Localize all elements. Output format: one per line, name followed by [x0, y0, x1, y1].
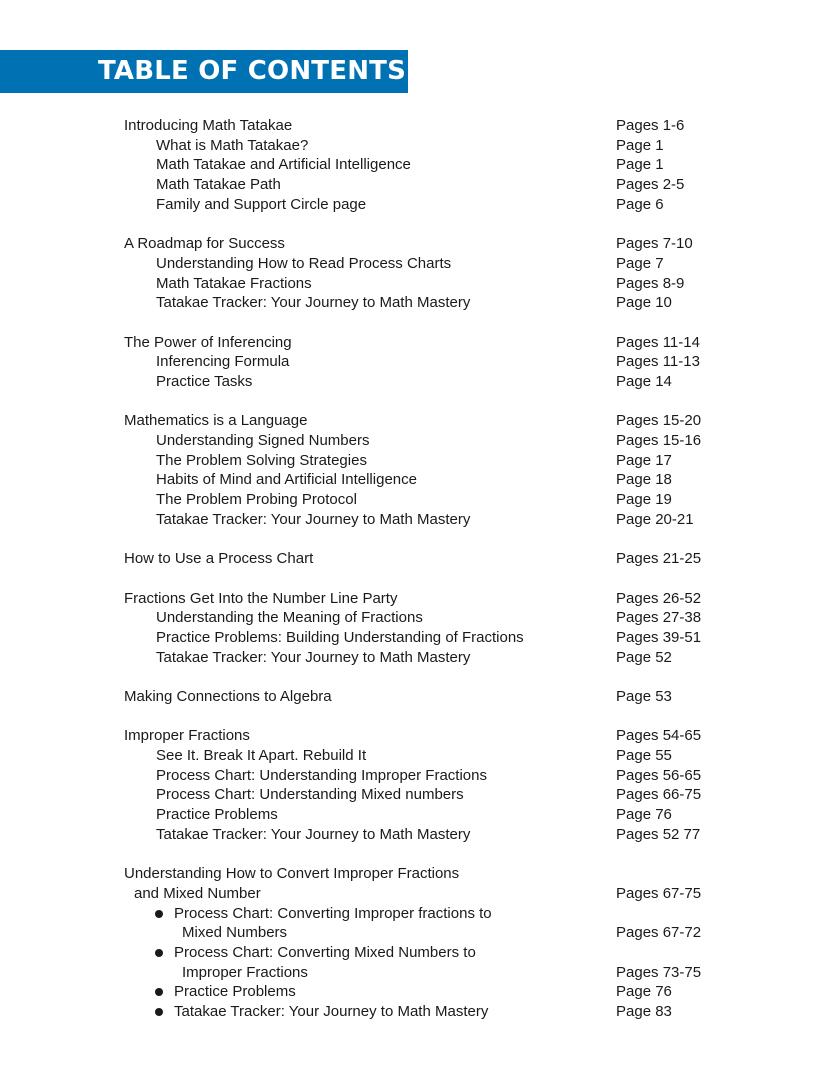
toc-page-ref: Pages 8-9 [616, 274, 685, 292]
toc-sub-entry [0, 451, 835, 471]
toc-page-ref: Pages 67-75 [616, 884, 702, 902]
toc-page-ref: Pages 67-72 [616, 924, 702, 942]
toc-sub-entry [0, 1002, 835, 1022]
toc-section-entry [0, 333, 835, 353]
toc-entry-title: Practice Problems: Building Understanding of Fractions [156, 628, 524, 646]
toc-sub-entry [0, 274, 835, 294]
toc-page-ref: Page 20-21 [616, 510, 694, 528]
toc-entry-title: Practice Tasks [156, 372, 253, 390]
toc-page-ref: Page 1 [616, 136, 664, 154]
toc-page-ref: Page 19 [616, 491, 672, 509]
toc-section-entry [0, 549, 835, 569]
toc-sub-entry [0, 943, 835, 963]
section-spacer [0, 529, 835, 549]
toc-entry-title: Family and Support Circle page [156, 195, 367, 213]
toc-page-ref: Page 55 [616, 747, 672, 764]
toc-entry-title: Process Chart: Understanding Improper Fractions [156, 766, 487, 784]
toc-sub-entry [0, 785, 835, 805]
toc-page-ref: Pages 1-6 [616, 117, 685, 134]
toc-page-ref: Page 17 [616, 451, 672, 469]
toc-entry-title: Tatakae Tracker: Your Journey to Math Mastery [156, 648, 471, 666]
section-spacer [0, 667, 835, 687]
toc-entry-title: Math Tatakae Path [156, 176, 281, 194]
toc-entry-title: Introducing Math Tatakae [124, 117, 293, 134]
toc-entry-title: Process Chart: Understanding Mixed numbers [156, 786, 464, 804]
section-spacer [0, 313, 835, 333]
toc-section-entry [0, 234, 835, 254]
toc-entry-title: The Problem Probing Protocol [156, 491, 357, 509]
bullet-icon [155, 988, 163, 996]
toc-entry-title: Process Chart: Converting Mixed Numbers to [174, 943, 476, 961]
section-spacer [0, 707, 835, 727]
toc-sub-entry [0, 628, 835, 648]
toc-page-ref: Pages 15-16 [616, 432, 702, 449]
bullet-icon [155, 949, 163, 957]
toc-section-entry [0, 589, 835, 609]
toc-entry-title: Math Tatakae Fractions [156, 274, 312, 292]
toc-page-ref: Pages 11-13 [616, 353, 700, 371]
bullet-icon [155, 910, 163, 918]
toc-entry-title: Mixed Numbers [182, 924, 288, 942]
section-spacer [0, 569, 835, 589]
section-spacer [0, 214, 835, 234]
toc-entry-title: Understanding How to Read Process Charts [156, 254, 452, 272]
toc-section-entry [0, 687, 835, 707]
toc-entry-title: Improper Fractions [182, 963, 308, 981]
toc-entry-title: Tatakae Tracker: Your Journey to Math Mastery [174, 1002, 489, 1020]
toc-entry-title: Habits of Mind and Artificial Intelligence [156, 471, 417, 489]
toc-page-ref: Pages 21-25 [616, 550, 702, 568]
toc-page-ref: Page 1 [616, 156, 664, 174]
toc-sub-entry [0, 195, 835, 215]
table-of-contents [0, 116, 835, 1022]
toc-sub-entry [0, 431, 835, 451]
toc-sub-entry [0, 254, 835, 274]
toc-entry-title: Fractions Get Into the Number Line Party [124, 589, 398, 607]
toc-page-ref: Page 76 [616, 806, 672, 824]
toc-section-entry [0, 726, 835, 746]
toc-page-ref: Pages 15-20 [616, 412, 702, 430]
toc-sub-entry [0, 136, 835, 156]
toc-entry-title: How to Use a Process Chart [124, 550, 314, 568]
toc-entry-title: Tatakae Tracker: Your Journey to Math Mastery [156, 510, 471, 528]
toc-entry-title: Improper Fractions [124, 727, 250, 745]
page-title: TABLE OF CONTENTS [98, 56, 407, 86]
toc-sub-entry [0, 175, 835, 195]
toc-sub-entry [0, 372, 835, 392]
toc-section-entry [0, 116, 835, 136]
toc-sub-entry [0, 904, 835, 924]
toc-sub-entry [0, 963, 835, 983]
toc-page-ref: Page 6 [616, 195, 664, 213]
toc-entry-title: Practice Problems [156, 806, 278, 824]
toc-sub-entry [0, 293, 835, 313]
toc-page-ref: Pages 7-10 [616, 235, 693, 253]
toc-sub-entry [0, 825, 835, 845]
toc-entry-title: The Problem Solving Strategies [156, 451, 367, 469]
toc-page-ref: Pages 54-65 [616, 727, 702, 745]
toc-page-ref: Pages 56-65 [616, 766, 702, 784]
toc-entry-title: Understanding Signed Numbers [156, 432, 370, 449]
toc-sub-entry [0, 982, 835, 1002]
toc-entry-title: See It. Break It Apart. Rebuild It [156, 747, 367, 764]
toc-page-ref: Pages 2-5 [616, 176, 685, 194]
toc-sub-entry [0, 923, 835, 943]
toc-page-ref: Page 76 [616, 983, 672, 1001]
toc-entry-title: A Roadmap for Success [124, 235, 285, 253]
toc-page-ref: Pages 26-52 [616, 589, 702, 607]
toc-page-ref: Page 10 [616, 294, 672, 312]
toc-entry-title: The Power of Inferencing [124, 333, 292, 351]
toc-entry-title: Mathematics is a Language [124, 412, 308, 430]
toc-entry-title: Understanding How to Convert Improper Fractions [124, 865, 460, 883]
toc-sub-entry [0, 352, 835, 372]
toc-page-ref: Pages 27-38 [616, 609, 702, 627]
toc-sub-entry [0, 510, 835, 530]
toc-section-entry [0, 411, 835, 431]
toc-page-ref: Page 14 [616, 372, 672, 390]
toc-sub-entry [0, 648, 835, 668]
toc-page-ref: Page 7 [616, 254, 664, 272]
toc-entry-title: and Mixed Number [134, 884, 261, 902]
toc-sub-entry [0, 608, 835, 628]
toc-entry-title: Inferencing Formula [156, 353, 290, 371]
toc-entry-title: Process Chart: Converting Improper fractions to [174, 904, 492, 922]
toc-page-ref: Pages 39-51 [616, 628, 702, 646]
toc-page-ref: Page 83 [616, 1002, 672, 1020]
toc-page-ref: Pages 52 77 [616, 825, 701, 843]
toc-page-ref: Page 53 [616, 687, 672, 705]
toc-entry-title: Math Tatakae and Artificial Intelligence [156, 156, 411, 174]
toc-sub-entry [0, 746, 835, 766]
toc-entry-title: What is Math Tatakae? [156, 136, 309, 154]
toc-entry-title: Practice Problems [174, 983, 296, 1001]
toc-page-ref: Pages 73-75 [616, 963, 702, 981]
toc-page-ref: Page 52 [616, 648, 672, 666]
title-banner [0, 50, 408, 93]
toc-section-entry [0, 864, 835, 884]
toc-page-ref: Pages 11-14 [616, 333, 700, 351]
toc-entry-title: Tatakae Tracker: Your Journey to Math Mastery [156, 294, 471, 312]
bullet-icon [155, 1008, 163, 1016]
toc-sub-entry [0, 884, 835, 904]
section-spacer [0, 392, 835, 412]
toc-sub-entry [0, 155, 835, 175]
toc-entry-title: Making Connections to Algebra [124, 687, 332, 705]
section-spacer [0, 844, 835, 864]
toc-sub-entry [0, 805, 835, 825]
toc-entry-title: Tatakae Tracker: Your Journey to Math Mastery [156, 825, 471, 843]
toc-sub-entry [0, 470, 835, 490]
toc-page-ref: Pages 66-75 [616, 786, 702, 804]
toc-sub-entry [0, 490, 835, 510]
toc-entry-title: Understanding the Meaning of Fractions [156, 609, 423, 627]
toc-sub-entry [0, 766, 835, 786]
toc-page-ref: Page 18 [616, 471, 672, 489]
